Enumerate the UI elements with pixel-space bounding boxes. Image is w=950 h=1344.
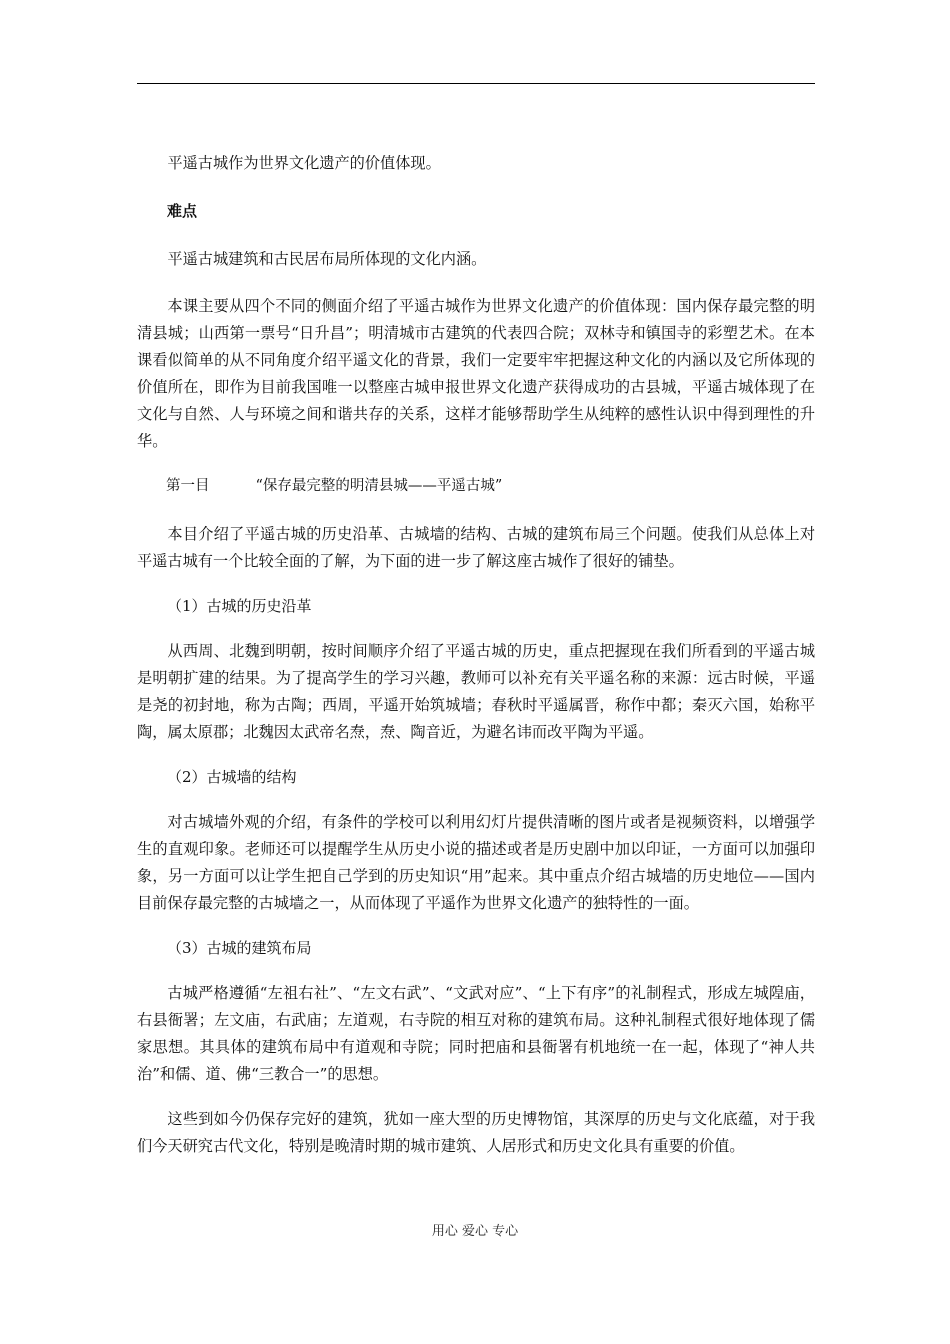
- paragraph-history: 从西周、北魏到明朝，按时间顺序介绍了平遥古城的历史，重点把握现在我们所看到的平遥古城是明朝扩建的结果。为了提高学生的学习兴趣，教师可以补充有关平遥名称的来源：远古时候，平遥是尧的初封地，称为古陶；西周，平遥开始筑城墙；春秋时平遥属晋，称作中都；秦灭六国，始称平陶，属太原郡；北魏因太武帝名焘，焘、陶音近，为避名讳而改平陶为平遥。: [137, 642, 815, 741]
- difficulty-heading: 难点: [167, 202, 198, 220]
- paragraph-section-1-intro: 本目介绍了平遥古城的历史沿革、古城墙的结构、古城的建筑布局三个问题。使我们从总体上对平遥古城有一个比较全面的了解，为下面的进一步了解这座古城作了很好的铺垫。: [137, 525, 815, 570]
- paragraph-conclusion: 这些到如今仍保存完好的建筑，犹如一座大型的历史博物馆，其深厚的历史与文化底蕴，对于我们今天研究古代文化，特别是晚清时期的城市建筑、人居形式和历史文化具有重要的价值。: [137, 1110, 815, 1155]
- paragraph-wall-structure: 对古城墙外观的介绍，有条件的学校可以利用幻灯片提供清晰的图片或者是视频资料，以增强学生的直观印象。老师还可以提醒学生从历史小说的描述或者是历史剧中加以印证，一方面可以加强印象，另一方面可以让学生把自己学到的历史知识“用”起来。其中重点介绍古城墙的历史地位——国内目前保存最完整的古城墙之一，从而体现了平遥作为世界文化遗产的独特性的一面。: [137, 813, 815, 912]
- paragraph-layout: 古城严格遵循“左祖右社”、“左文右武”、“文武对应”、“上下有序”的礼制程式，形成左城隍庙，右县衙署；左文庙，右武庙；左道观，右寺院的相互对称的建筑布局。这种礼制程式很好地体现了儒家思想。其具体的建筑布局中有道观和寺院；同时把庙和县衙署有机地统一在一起，体现了“神人共治”和儒、道、佛“三教合一”的思想。: [137, 984, 815, 1083]
- section-1-title: [137, 473, 815, 500]
- section-1-label: 第一目: [166, 478, 210, 494]
- paragraph-lesson-overview: 本课主要从四个不同的侧面介绍了平遥古城作为世界文化遗产的价值体现：国内保存最完整的明清县城；山西第一票号“日升昌”；明清城市古建筑的代表四合院；双林寺和镇国寺的彩塑艺术。在本课看似简单的从不同角度介绍平遥文化的背景，我们一定要牢牢把握这种文化的内涵以及它所体现的价值所在，即作为目前我国唯一以整座古城申报世界文化遗产获得成功的古县城，平遥古城体现了在文化与自然、人与环境之间和谐共存的关系，这样才能够帮助学生从纯粹的感性认识中得到理性的升华。: [137, 297, 815, 450]
- subheading-layout: （3）古城的建筑布局: [167, 939, 312, 957]
- subheading-wall-structure: （2）古城墙的结构: [167, 768, 297, 786]
- header-rule: [137, 83, 815, 84]
- page-footer: 用心 爱心 专心: [431, 1224, 519, 1239]
- paragraph-value-summary: 平遥古城作为世界文化遗产的价值体现。: [167, 154, 441, 172]
- subheading-history: （1）古城的历史沿革: [167, 597, 312, 615]
- document-body: [137, 150, 815, 1160]
- paragraph-difficulty: 平遥古城建筑和古民居布局所体现的文化内涵。: [167, 250, 487, 268]
- section-1-heading: “保存最完整的明清县城——平遥古城”: [255, 478, 503, 494]
